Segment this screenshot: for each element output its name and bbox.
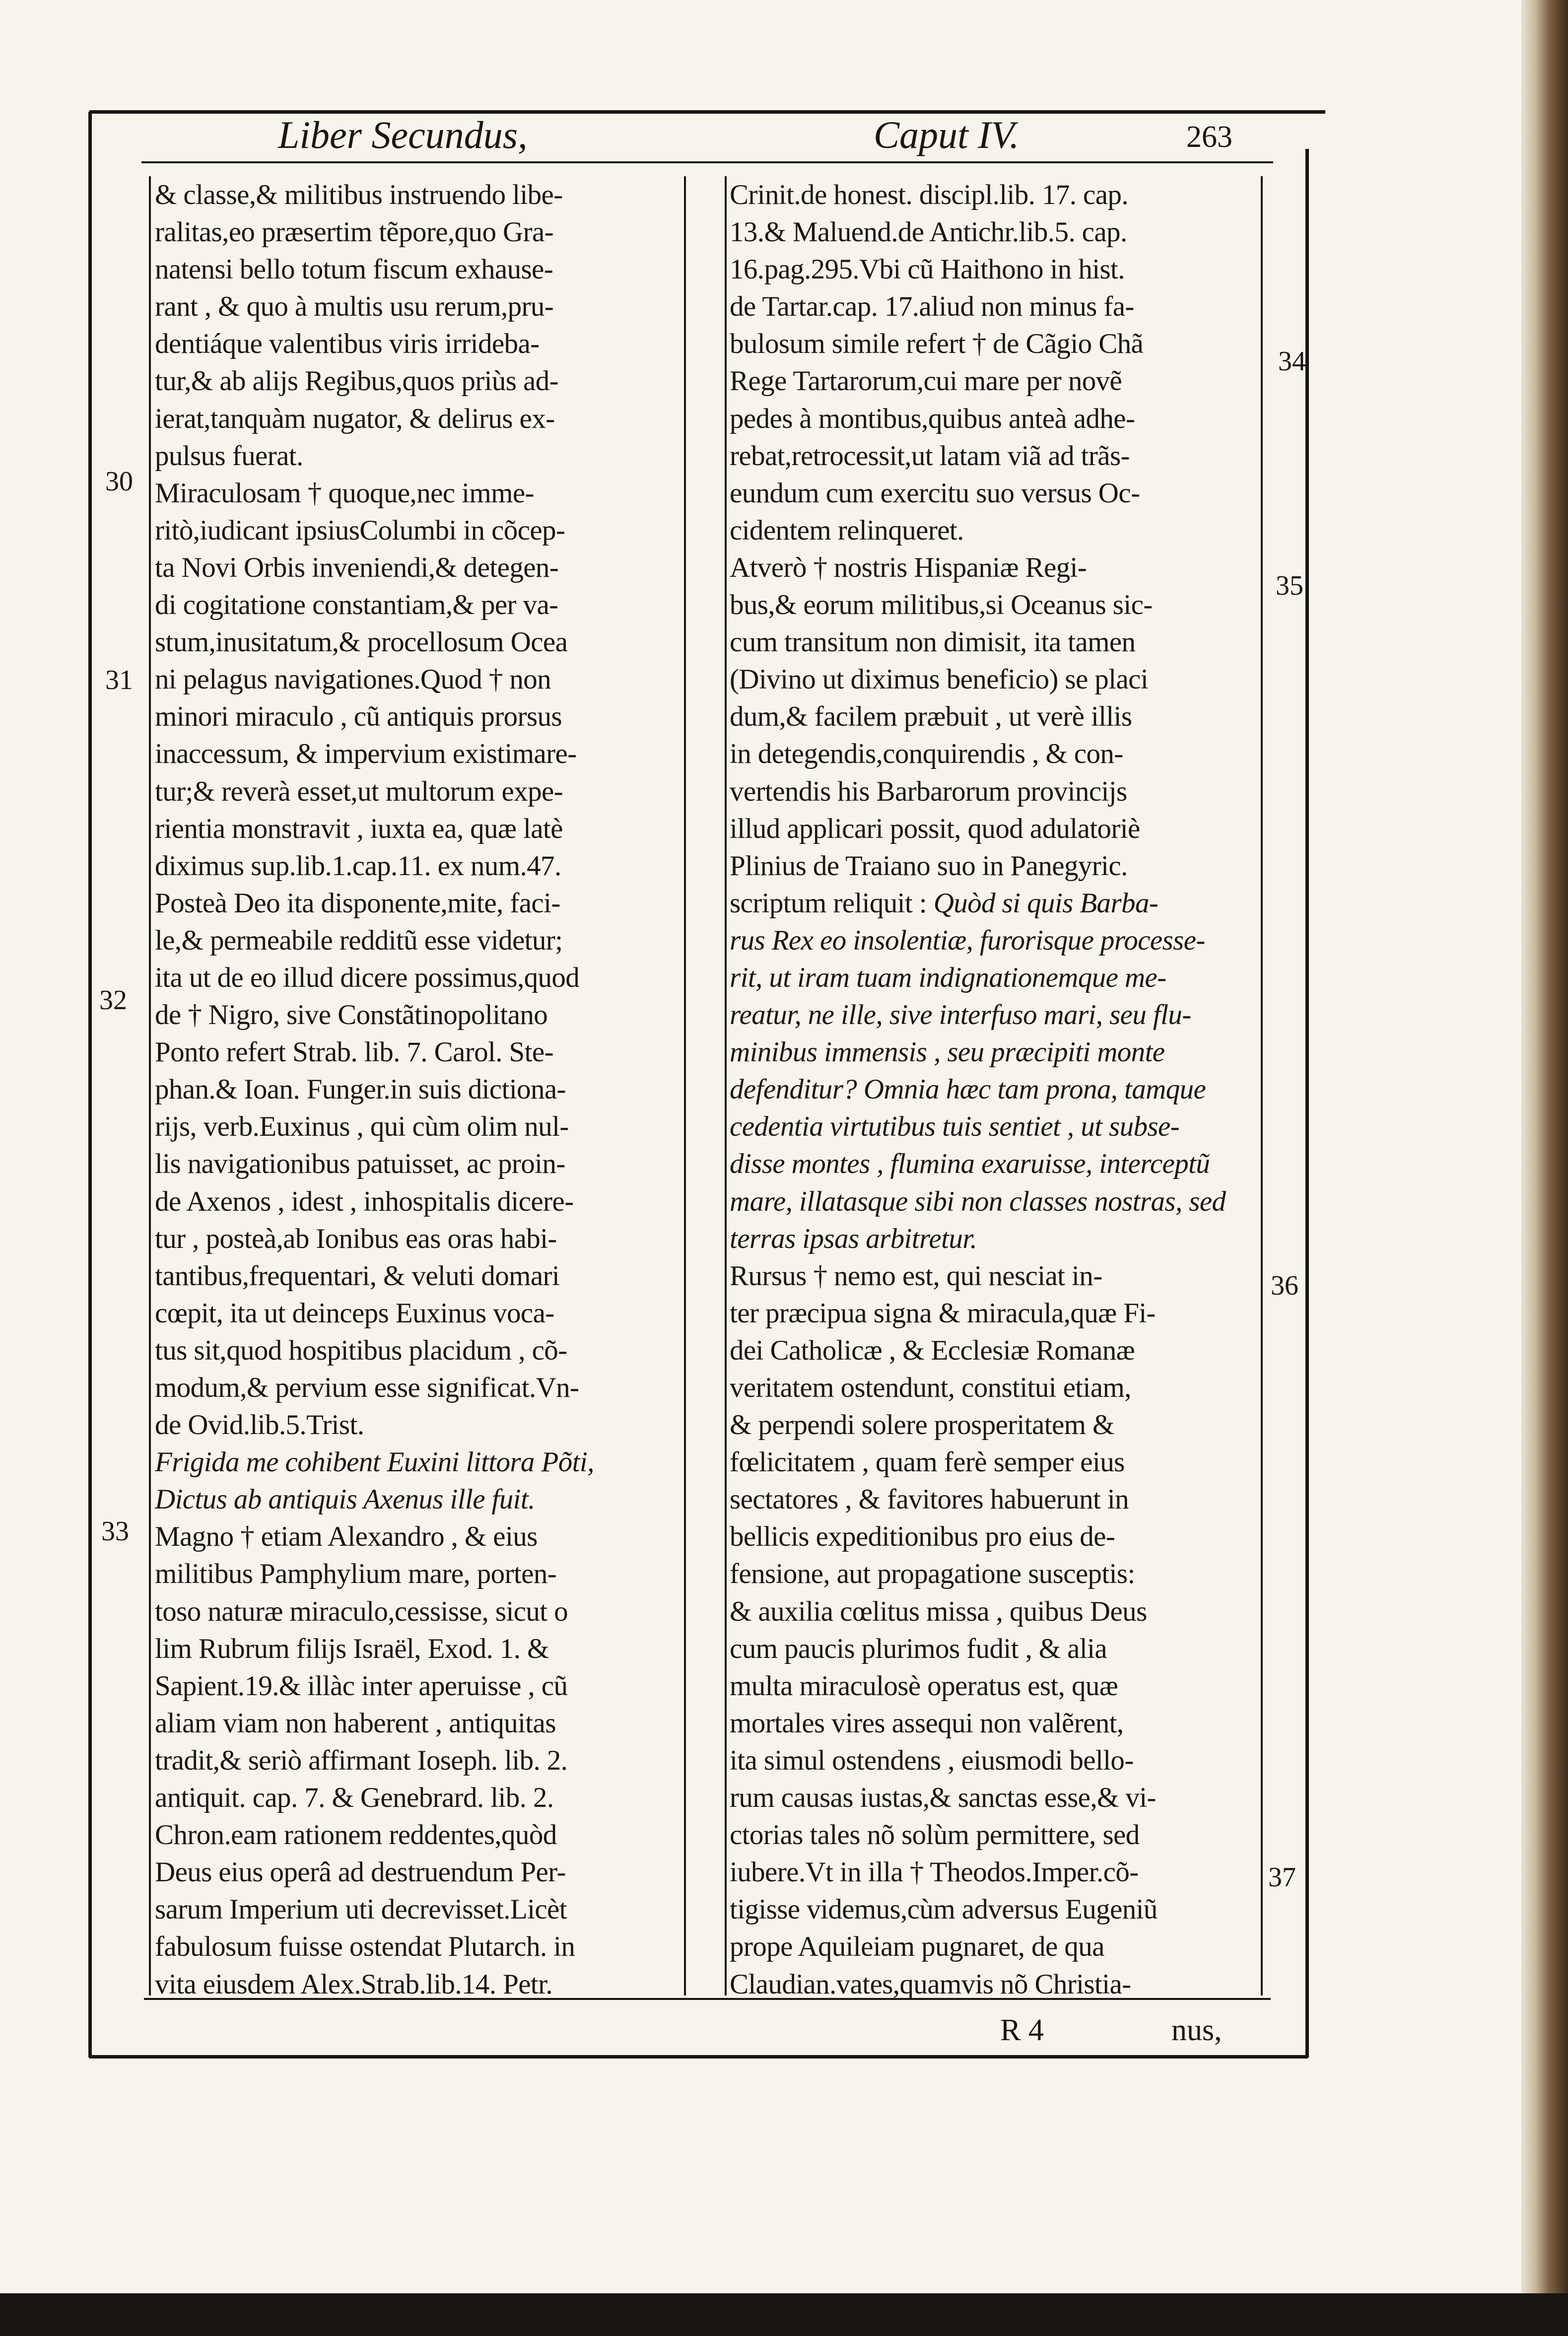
column-divider-rule-2 bbox=[725, 176, 727, 1995]
text-line: tigisse videmus,cùm adversus Eugeniũ bbox=[730, 1894, 1158, 1925]
italic-quotation: Quòd si quis Barba- bbox=[933, 887, 1159, 919]
text-line: tur;& reverà esset,ut multorum expe- bbox=[155, 775, 563, 807]
text-line: Rursus † nemo est, qui nesciat in- bbox=[730, 1260, 1102, 1292]
text-line: cedentia virtutibus tuis sentiet , ut subse- bbox=[730, 1111, 1180, 1143]
text-line: Deus eius operâ ad destruendum Per- bbox=[155, 1856, 566, 1888]
text-line: rus Rex eo insolentiæ, furorisque processe- bbox=[730, 924, 1205, 956]
text-line: ita simul ostendens , eiusmodi bello- bbox=[730, 1744, 1134, 1776]
text-line: ni pelagus navigationes.Quod † non bbox=[155, 664, 551, 695]
column-left-rule bbox=[149, 176, 151, 1995]
text-line: Magno † etiam Alexandro , & eius bbox=[155, 1521, 538, 1553]
text-line: & classe,& militibus instruendo libe- bbox=[155, 179, 563, 210]
text-line: rebat,retrocessit,ut latam viã ad trãs- bbox=[730, 440, 1130, 472]
margin-number-30: 30 bbox=[105, 466, 133, 497]
text-line: Plinius de Traiano suo in Panegyric. bbox=[730, 850, 1128, 882]
text-line: de Axenos , idest , inhospitalis dicere- bbox=[155, 1185, 574, 1217]
text-line: Miraculosam † quoque,nec immе- bbox=[155, 477, 534, 509]
text-line: illud applicari possit, quod adulatoriè bbox=[730, 813, 1140, 844]
column-right-rule bbox=[1261, 176, 1263, 1995]
text-line: multa miraculosè operatus est, quæ bbox=[730, 1670, 1118, 1702]
text-line: dentiáque valentibus viris irrideba- bbox=[155, 328, 540, 360]
margin-number-31: 31 bbox=[105, 665, 133, 695]
text-line: lis navigationibus patuisset, ac proin- bbox=[155, 1148, 565, 1180]
text-line: veritatem ostendunt, constitui etiam, bbox=[730, 1372, 1131, 1403]
text-line: & perpendi solere prosperitatem & bbox=[730, 1409, 1114, 1441]
text-line: modum,& pervium esse significat.Vn- bbox=[155, 1372, 579, 1403]
text-line: de Tartar.cap. 17.aliud non minus fa- bbox=[730, 291, 1134, 323]
text-line: Claudian.vates,quamvis nõ Christia- bbox=[730, 1968, 1131, 2000]
signature-mark: R 4 bbox=[1000, 2013, 1044, 2047]
running-head-chapter: Caput IV. bbox=[874, 113, 1020, 156]
text-line: ter præcipua signa & miracula,quæ Fi- bbox=[730, 1297, 1156, 1329]
text-line: pedes à montibus,quibus anteà adhe- bbox=[730, 403, 1135, 434]
text-line: toso naturæ miraculo,cessisse, sicut o bbox=[155, 1595, 568, 1627]
page-number: 263 bbox=[1186, 120, 1232, 154]
text-line: vertendis his Barbarorum provincijs bbox=[730, 775, 1127, 807]
text-line: reatur, ne ille, sive interfuso mari, seu flu- bbox=[730, 999, 1191, 1031]
text-line: cum transitum non dimisit, ita tamen bbox=[730, 626, 1136, 658]
text-segment: scriptum reliquit : bbox=[730, 887, 934, 919]
text-line: rum causas iustas,& sanctas esse,& vi- bbox=[730, 1782, 1156, 1814]
text-line: Sapient.19.& illàc inter aperuisse , cũ bbox=[155, 1670, 568, 1702]
text-line: & auxilia cœlitus missa , quibus Deus bbox=[730, 1595, 1147, 1627]
text-line: cœpit, ita ut deinceps Euxinus voca- bbox=[155, 1297, 554, 1329]
book-edge-bottom bbox=[0, 2293, 1568, 2336]
frame-right-rule bbox=[1305, 149, 1309, 2058]
frame-left-rule bbox=[88, 112, 92, 2058]
running-head-book: Liber Secundus, bbox=[278, 113, 528, 156]
page-edge-shadow bbox=[1521, 0, 1568, 2336]
text-line: dei Catholicæ , & Ecclesiæ Romanæ bbox=[730, 1334, 1135, 1366]
text-line: aliam viam non haberent , antiquitas bbox=[155, 1707, 556, 1739]
text-line: vita eiusdem Alex.Strab.lib.14. Petr. bbox=[155, 1968, 553, 2000]
text-line: fœlicitatem , quam ferè semper eius bbox=[730, 1446, 1125, 1478]
text-line: ctorias tales nõ solùm permittere, sed bbox=[730, 1819, 1140, 1851]
column-divider-rule-1 bbox=[684, 176, 686, 1995]
text-line: mare, illatasque sibi non classes nostras, sed bbox=[730, 1185, 1226, 1217]
text-line: fensione, aut propagatione susceptis: bbox=[730, 1558, 1135, 1590]
text-line: bellicis expeditionibus pro eius de- bbox=[730, 1521, 1115, 1553]
right-text-column bbox=[730, 176, 1258, 2003]
text-line: disse montes , flumina exaruisse, interceptũ bbox=[730, 1148, 1210, 1180]
text-line: cum paucis plurimos fudit , & alia bbox=[730, 1633, 1107, 1664]
text-line: 16.pag.295.Vbi cũ Haithono in hist. bbox=[730, 254, 1125, 285]
text-line: Crinit.de honest. discipl.lib. 17. cap. bbox=[730, 179, 1128, 210]
text-line: de † Nigro, sive Constãtinopolitano bbox=[155, 999, 548, 1031]
text-line: ita ut de eo illud dicere possimus,quod bbox=[155, 962, 580, 993]
text-line: diximus sup.lib.1.cap.11. ex num.47. bbox=[155, 850, 561, 882]
text-line: militibus Pamphylium mare, porten- bbox=[155, 1558, 557, 1590]
text-line: minori miraculo , cũ antiquis prorsus bbox=[155, 701, 562, 733]
text-line: natensi bello totum fiscum exhause- bbox=[155, 254, 553, 285]
text-line: di cogitatione constantiam,& per va- bbox=[155, 589, 558, 621]
catchword: nus, bbox=[1171, 2013, 1222, 2047]
text-line: rit, ut iram tuam indignationemque me- bbox=[730, 962, 1166, 993]
text-line: in detegendis,conquirendis , & con- bbox=[730, 738, 1123, 770]
text-line: iubere.Vt in illa † Theodos.Imper.cõ- bbox=[730, 1856, 1139, 1888]
text-line: mortales vires assequi non valẽrent, bbox=[730, 1707, 1124, 1739]
text-line: cidentem relinqueret. bbox=[730, 514, 964, 546]
text-line: stum,inusitatum,& procellosum Ocea bbox=[155, 626, 568, 658]
text-line: sectatores , & favitores habuerunt in bbox=[730, 1484, 1129, 1515]
frame-top-rule bbox=[89, 110, 1325, 114]
text-line: sarum Imperium uti decrevisset.Licèt bbox=[155, 1894, 567, 1925]
text-line: dum,& facilem præbuit , ut verè illis bbox=[730, 701, 1132, 733]
text-line: de Ovid.lib.5.Trist. bbox=[155, 1409, 364, 1441]
text-line: tradit,& seriò affirmant Ioseph. lib. 2. bbox=[155, 1744, 568, 1776]
text-line: Ponto refert Strab. lib. 7. Carol. Ste- bbox=[155, 1036, 553, 1068]
margin-number-37: 37 bbox=[1268, 1862, 1296, 1893]
text-line: ierat,tanquàm nugator, & delirus ex- bbox=[155, 403, 555, 434]
text-line: ralitas,eo præsertim tẽpore,quo Gra- bbox=[155, 216, 554, 248]
text-line: phan.& Ioan. Funger.in suis dictiona- bbox=[155, 1074, 566, 1105]
text-line: eundum cum exercitu suo versus Oc- bbox=[730, 477, 1140, 509]
text-line: Posteà Deo ita disponente,mite, faci- bbox=[155, 887, 560, 919]
text-line: antiquit. cap. 7. & Genebrard. lib. 2. bbox=[155, 1782, 554, 1814]
text-line: ta Novi Orbis inveniendi,& detegen- bbox=[155, 551, 559, 583]
margin-number-34: 34 bbox=[1278, 346, 1306, 377]
text-line: le,& permeabile redditũ esse videtur; bbox=[155, 924, 563, 956]
left-text-column bbox=[155, 176, 681, 2003]
text-line: lim Rubrum filijs Israël, Exod. 1. & bbox=[155, 1633, 549, 1664]
margin-number-35: 35 bbox=[1276, 570, 1303, 601]
text-line: bus,& eorum militibus,si Oceanus sic- bbox=[730, 589, 1153, 621]
text-line: Frigida me cohibent Euxini littora Põti, bbox=[155, 1446, 594, 1478]
text-line: tus sit,quod hospitibus placidum , cõ- bbox=[155, 1334, 567, 1366]
margin-number-33: 33 bbox=[101, 1516, 129, 1547]
text-line: bulosum simile refert † de Cãgio Chã bbox=[730, 328, 1144, 360]
text-line: Rege Tartarorum,cui mare per novẽ bbox=[730, 365, 1122, 397]
text-line: Atverò † nostris Hispaniæ Regi- bbox=[730, 551, 1087, 583]
margin-number-36: 36 bbox=[1271, 1270, 1298, 1301]
text-line: 13.& Maluend.de Antichr.lib.5. cap. bbox=[730, 216, 1127, 248]
text-line: Chron.eam rationem reddentes,quòd bbox=[155, 1819, 557, 1851]
text-line: Dictus ab antiquis Axenus ille fuit. bbox=[155, 1484, 535, 1515]
text-line: tantibus,frequentari, & veluti domari bbox=[155, 1260, 560, 1292]
text-line: defenditur? Omnia hæc tam prona, tamque bbox=[730, 1074, 1206, 1105]
text-line: rant , & quo à multis usu rerum,pru- bbox=[155, 291, 554, 323]
text-line: (Divino ut diximus beneficio) se placi bbox=[730, 664, 1149, 695]
text-line: pulsus fuerat. bbox=[155, 440, 303, 472]
text-line: tur,& ab alijs Regibus,quos priùs ad- bbox=[155, 365, 559, 397]
frame-top-rule-inner bbox=[141, 161, 1273, 163]
text-line: prope Aquileiam pugnaret, de qua bbox=[730, 1931, 1104, 1963]
text-line: tur , posteà,ab Ionibus eas oras habi- bbox=[155, 1223, 557, 1254]
text-line bbox=[730, 885, 1258, 922]
text-line: fabulosum fuisse ostendat Plutarch. in bbox=[155, 1931, 575, 1963]
frame-bottom-rule bbox=[89, 2055, 1308, 2059]
text-line: terras ipsas arbitretur. bbox=[730, 1223, 977, 1254]
text-line: minibus immensis , seu præcipiti monte bbox=[730, 1036, 1165, 1068]
text-line: ritò,iudicant ipsiusColumbi in cõcep- bbox=[155, 514, 565, 546]
margin-number-32: 32 bbox=[99, 985, 127, 1016]
text-line: inaccessum, & impervium existimare- bbox=[155, 738, 577, 770]
text-line: rientia monstravit , iuxta ea, quæ latè bbox=[155, 813, 563, 844]
text-line: rijs, verb.Euxinus , qui cùm olim nul- bbox=[155, 1111, 569, 1143]
